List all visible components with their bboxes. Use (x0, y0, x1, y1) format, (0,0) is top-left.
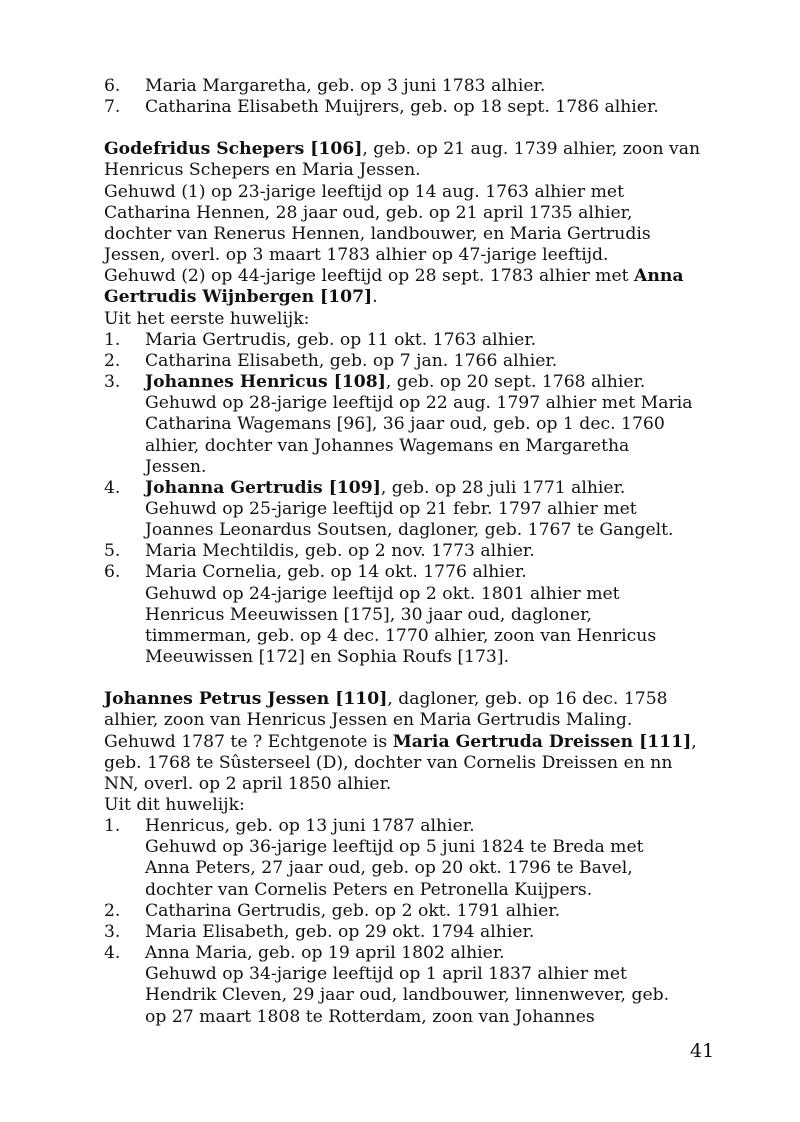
entry-text: alhier, zoon van Henricus Jessen en Maria Gertrudis Maling. (104, 710, 633, 731)
person-name: Johannes Henricus [108] (145, 372, 386, 393)
entry-text: dochter van Renerus Hennen, landbouwer, en Maria Gertrudis (104, 223, 651, 244)
person-name: Johannes Petrus Jessen [110] (104, 689, 388, 710)
list-item: 1. Maria Gertrudis, geb. op 11 okt. 1763 alhier. (104, 329, 537, 350)
list-number: 7. (104, 97, 121, 118)
entry-text: Henricus Schepers en Maria Jessen. (104, 160, 421, 181)
list-item (104, 76, 704, 97)
entry-text: geb. 1768 te Sûsterseel (D), dochter van Cornelis Dreissen en nn (104, 752, 673, 773)
list-item: 6. Maria Cornelia, geb. op 14 okt. 1776 alhier. (104, 562, 527, 583)
entry-text: NN, overl. op 2 april 1850 alhier. (104, 773, 392, 794)
entry-text: Gehuwd (1) op 23-jarige leeftijd op 14 aug. 1763 alhier met (104, 181, 624, 202)
list-number: 6. (104, 76, 121, 96)
list-item: 1. Henricus, geb. op 13 juni 1787 alhier. (104, 816, 475, 837)
person-name: Johanna Gertrudis [109] (145, 477, 381, 498)
page-body (104, 76, 704, 1028)
list-item: 5. Maria Mechtildis, geb. op 2 nov. 1773 alhier. (104, 541, 535, 562)
genealogy-entry: Godefridus Schepers [106], geb. op 21 aug. 1739 alhier, zoon van Henricus Schepers en Maria Jessen. Gehuwd (1) op 23-jarige leeftijd op 14 aug. 1763 alhier met Catharina Hennen, 28 jaar oud, geb. op 21 april 1735 alhier, dochter van Renerus Hennen, landbouwer, en Maria Gertrudis Jessen, overl. op 3 maart 1783 alhier op 47-jarige leeftijd. Gehuwd (2) op 44-jarige leeftijd op 28 sept. 1783 alhier met Anna Gertrudis Wijnbergen [107]. Uit het eerste huwelijk: 1. Maria Gertrudis, geb. op 11 okt. 1763 alhier. 2. Catharina Elisabeth, geb. op 7 jan. 1766 alhier. 3. Johannes Henricus [108], geb. op 20 sept. 1768 alhier. Gehuwd op 28-jarige leeftijd op 22 aug. 1797 alhier met Maria Catharina Wagemans [96], 36 jaar oud, geb. op 1 dec. 1760 alhier, dochter van Johannes Wagemans en Margaretha Jessen. 4. Johanna Gertrudis [109], geb. op 28 juli 1771 alhier. Gehuwd op 25-jarige leeftijd op 21 febr. 1797 alhier met Joannes Leonardus Soutsen, dagloner, geb. 1767 te Gangelt. 5. Maria Mechtildis, geb. op 2 nov. 1773 alhier. 6. Maria Cornelia, geb. op 14 okt. 1776 alhier. Gehuwd op 24-jarige leeftijd op 2 okt. 1801 alhier met Henricus Meeuwissen [175], 30 jaar oud, dagloner, timmerman, geb. op 4 dec. 1770 alhier, zoon van Henricus Meeuwissen [172] en Sophia Roufs [173]. (104, 139, 704, 668)
list-item: 2. Catharina Elisabeth, geb. op 7 jan. 1766 alhier. (104, 350, 558, 371)
entry-text: Catharina Hennen, 28 jaar oud, geb. op 21 april 1735 alhier, (104, 202, 633, 223)
person-name: Godefridus Schepers [106] (104, 139, 363, 160)
children-intro: Uit het eerste huwelijk: (104, 308, 310, 329)
list-item: 4. Johanna Gertrudis [109], geb. op 28 juli 1771 alhier. (104, 477, 626, 498)
list-item: 3. Johannes Henricus [108], geb. op 20 sept. 1768 alhier. (104, 372, 646, 393)
genealogy-entry: Johannes Petrus Jessen [110], dagloner, geb. op 16 dec. 1758 alhier, zoon van Henricus Jessen en Maria Gertrudis Maling. Gehuwd 1787 te ? Echtgenote is Maria Gertruda Dreissen [111], geb. 1768 te Sûsterseel (D), dochter van Cornelis Dreissen en nn NN, overl. op 2 april 1850 alhier. Uit dit huwelijk: 1. Henricus, geb. op 13 juni 1787 alhier. Gehuwd op 36-jarige leeftijd op 5 juni 1824 te Breda met Anna Peters, 27 jaar oud, geb. op 20 okt. 1796 te Bavel, dochter van Cornelis Peters en Petronella Kuijpers. 2. Catharina Gertrudis, geb. op 2 okt. 1791 alhier. 3. Maria Elisabeth, geb. op 29 okt. 1794 alhier. 4. Anna Maria, geb. op 19 april 1802 alhier. Gehuwd op 34-jarige leeftijd op 1 april 1837 alhier met Hendrik Cleven, 29 jaar oud, landbouwer, linnenwever, geb. op 27 maart 1808 te Rotterdam, zoon van Johannes (104, 689, 704, 1028)
list-text: Maria Margaretha, geb. op 3 juni 1783 alhier. (145, 76, 546, 96)
spouse-name: Anna (634, 266, 684, 287)
list-item (104, 97, 704, 118)
spouse-name: Maria Gertruda Dreissen [111] (392, 731, 692, 752)
list-item: 2. Catharina Gertrudis, geb. op 2 okt. 1791 alhier. (104, 900, 561, 921)
list-item: 4. Anna Maria, geb. op 19 april 1802 alhier. (104, 943, 505, 964)
page-number: 41 (690, 1040, 715, 1062)
list-text: Catharina Elisabeth Muijrers, geb. op 18 sept. 1786 alhier. (145, 97, 659, 118)
spouse-name: Gertrudis Wijnbergen [107] (104, 287, 373, 308)
list-item: 3. Maria Elisabeth, geb. op 29 okt. 1794 alhier. (104, 921, 535, 942)
entry-text: Jessen, overl. op 3 maart 1783 alhier op 47-jarige leeftijd. (104, 245, 609, 266)
children-intro: Uit dit huwelijk: (104, 795, 245, 815)
